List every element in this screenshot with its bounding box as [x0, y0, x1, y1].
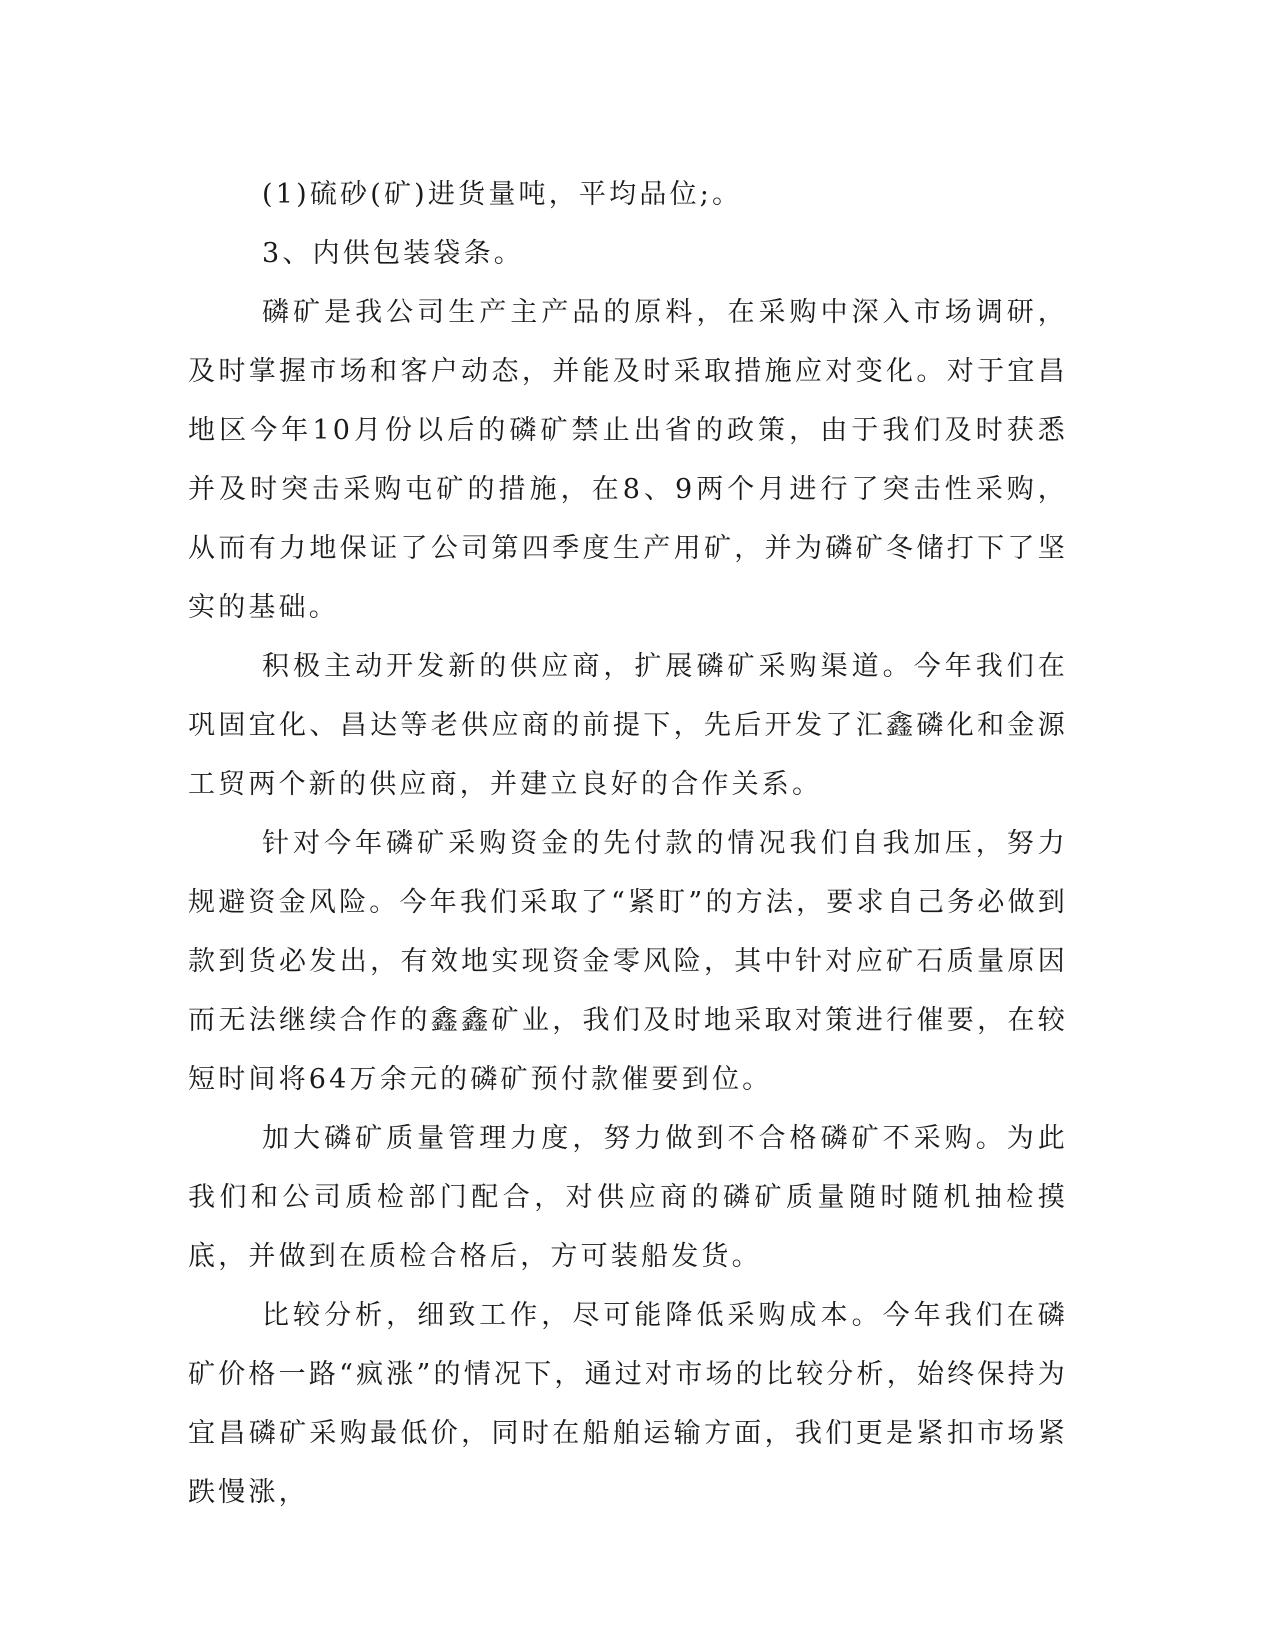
paragraph-sulfur-ore-intake: (1)硫砂(矿)进货量吨，平均品位;。: [262, 179, 743, 210]
paragraph-quality-management: 加大磷矿质量管理力度，努力做到不合格磷矿不采购。为此我们和公司质检部门配合，对供应商的磷矿质量随时随机抽检摸底，并做到在质检合格后，方可装船发货。: [188, 1123, 1068, 1272]
paragraph-phosphate-market-research: 磷矿是我公司生产主产品的原料，在采购中深入市场调研，及时掌握市场和客户动态，并能及时采取措施应对变化。对于宜昌地区今年10月份以后的磷矿禁止出省的政策，由于我们及时获悉并及时突击采购屯矿的措施，在8、9两个月进行了突击性采购，从而有力地保证了公司第四季度生产用矿，并为磷矿冬储打下了坚实的基础。: [188, 297, 1068, 623]
document-body: [188, 165, 1068, 1522]
paragraph-packaging-bags: 3、内供包装袋条。: [262, 238, 524, 269]
paragraph-new-suppliers: 积极主动开发新的供应商，扩展磷矿采购渠道。今年我们在巩固宜化、昌达等老供应商的前提下，先后开发了汇鑫磷化和金源工贸两个新的供应商，并建立良好的合作关系。: [188, 651, 1068, 800]
paragraph-capital-risk: 针对今年磷矿采购资金的先付款的情况我们自我加压，努力规避资金风险。今年我们采取了“紧盯”的方法，要求自己务必做到款到货必发出，有效地实现资金零风险，其中针对应矿石质量原因而无法继续合作的鑫鑫矿业，我们及时地采取对策进行催要，在较短时间将64万余元的磷矿预付款催要到位。: [188, 828, 1068, 1095]
paragraph-cost-reduction: 比较分析，细致工作，尽可能降低采购成本。今年我们在磷矿价格一路“疯涨”的情况下，通过对市场的比较分析，始终保持为宜昌磷矿采购最低价，同时在船舶运输方面，我们更是紧扣市场紧跌慢涨，: [188, 1300, 1068, 1508]
